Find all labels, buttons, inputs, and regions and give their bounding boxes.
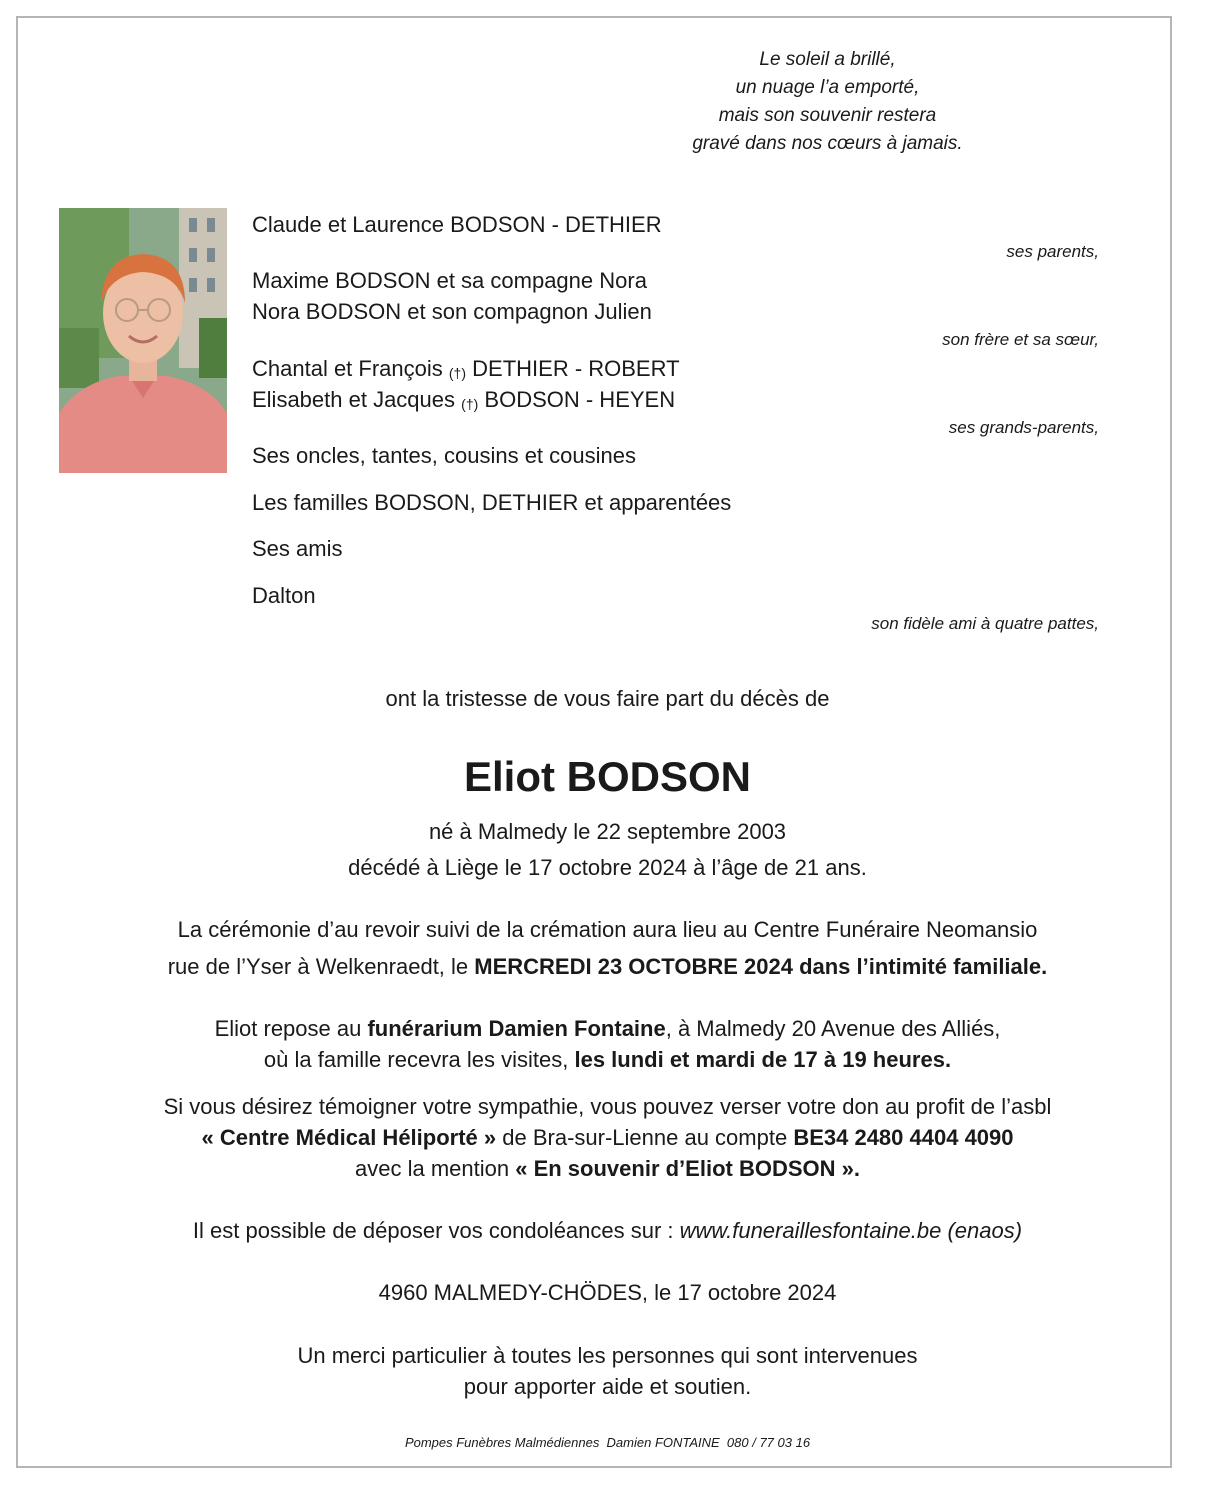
relation-grandparents: ses grands-parents, <box>948 418 1099 437</box>
family-uncles: Ses oncles, tantes, cousins et cousines <box>252 443 636 468</box>
charity-name: « Centre Médical Héliporté » <box>201 1125 497 1150</box>
family-grandparents-2 <box>252 384 675 420</box>
relation-parents: ses parents, <box>1006 242 1099 261</box>
footer: Pompes Funèbres Malmédiennes Damien FONTAINE 080 / 77 03 16 <box>404 1435 811 1450</box>
family-sibling-1: Maxime BODSON et sa compagne Nora <box>252 268 647 293</box>
visitation-text: où la famille recevra les visites, <box>263 1047 575 1072</box>
condolences-link[interactable]: www.funeraillesfontaine.be (enaos) <box>679 1218 1023 1243</box>
poem-line: gravé dans nos cœurs à jamais. <box>692 133 963 154</box>
deceased-name: Eliot BODSON <box>463 753 751 800</box>
ceremony-line-2 <box>16 951 1199 982</box>
visitation-hours: les lundi et mardi de 17 à 19 heures. <box>574 1047 952 1072</box>
condolences-text: Il est possible de déposer vos condoléances sur : <box>192 1218 680 1243</box>
bank-account: BE34 2480 4404 4090 <box>793 1125 1014 1150</box>
family-families: Les familles BODSON, DETHIER et apparentées <box>252 490 732 515</box>
family-friends: Ses amis <box>252 536 343 561</box>
grandparents-2-surnames: BODSON - HEYEN <box>484 387 676 412</box>
relation-siblings: son frère et sa sœur, <box>942 330 1099 349</box>
grandparents-1-surnames: DETHIER - ROBERT <box>472 356 680 381</box>
relation-pet: son fidèle ami à quatre pattes, <box>871 614 1099 633</box>
deceased-dagger: (†) <box>448 365 467 381</box>
visitation-line-1 <box>16 1013 1199 1044</box>
funerarium-name: funérarium Damien Fontaine <box>367 1016 666 1041</box>
birth-info: né à Malmedy le 22 septembre 2003 <box>428 819 787 844</box>
announcement: ont la tristesse de vous faire part du décès de <box>385 686 830 711</box>
ceremony-line-1: La cérémonie d’au revoir suivi de la crémation aura lieu au Centre Funéraire Neomansio <box>177 917 1038 942</box>
funerarium-address: , à Malmedy 20 Avenue des Alliés, <box>665 1016 1001 1041</box>
donation-line-3 <box>16 1153 1199 1184</box>
visitation-text: Eliot repose au <box>214 1016 368 1041</box>
family-parents: Claude et Laurence BODSON - DETHIER <box>252 212 662 237</box>
donation-mention: « En souvenir d’Eliot BODSON ». <box>515 1156 860 1181</box>
donation-text: de Bra-sur-Lienne au compte <box>496 1125 794 1150</box>
thanks-line-2: pour apporter aide et soutien. <box>463 1374 752 1399</box>
donation-text: avec la mention <box>355 1156 516 1181</box>
poem-line: Le soleil a brillé, <box>759 49 896 70</box>
portrait-image <box>59 208 227 473</box>
death-info: décédé à Liège le 17 octobre 2024 à l’âge de 21 ans. <box>348 855 867 880</box>
poem <box>560 46 1095 158</box>
ceremony-place: rue de l’Yser à Welkenraedt, le <box>167 954 475 979</box>
condolences-line <box>16 1215 1199 1246</box>
donation-line-2 <box>16 1122 1199 1153</box>
deceased-photo <box>59 208 227 473</box>
family-sibling-2: Nora BODSON et son compagnon Julien <box>252 299 652 324</box>
deceased-dagger: (†) <box>461 396 479 412</box>
visitation-line-2 <box>16 1044 1199 1075</box>
donation-line-1: Si vous désirez témoigner votre sympathie, vous pouvez verser votre don au profit de l’asbl <box>163 1094 1052 1119</box>
place-date: 4960 MALMEDY-CHÖDES, le 17 octobre 2024 <box>378 1280 837 1305</box>
ceremony-date: MERCREDI 23 OCTOBRE 2024 dans l’intimité familiale. <box>474 954 1048 979</box>
grandparents-1-names: Chantal et François <box>252 356 443 381</box>
grandparents-2-names: Elisabeth et Jacques <box>252 387 456 412</box>
thanks-line-1: Un merci particulier à toutes les personnes qui sont intervenues <box>297 1343 918 1368</box>
poem-line: mais son souvenir restera <box>718 105 937 126</box>
poem-line: un nuage l’a emporté, <box>735 77 920 98</box>
family-pet: Dalton <box>252 583 316 608</box>
